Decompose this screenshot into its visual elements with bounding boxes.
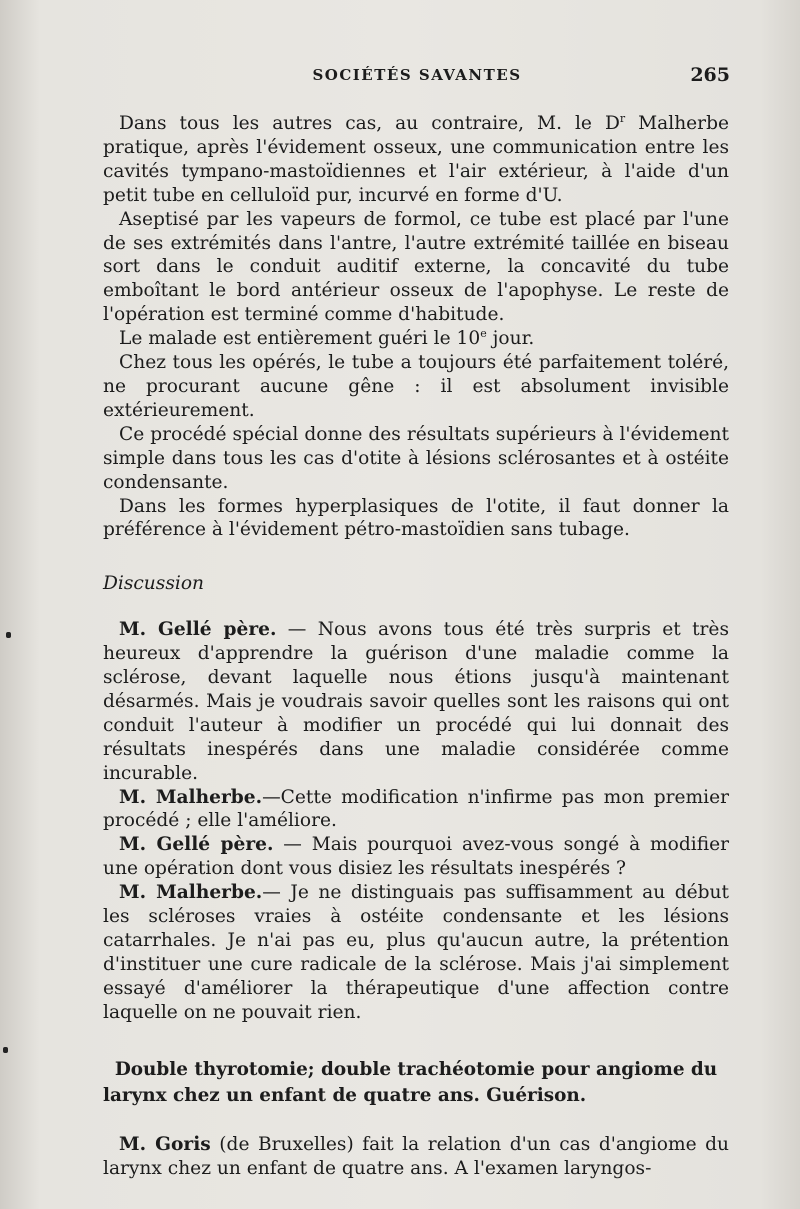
discussion-heading: Discussion [103,573,204,595]
discussion-paragraph: M. Gellé père. — Nous avons tous été très surpris et très heureux d'apprendre la guérison d'une maladie comme la sclérose, devant laquelle nous étions jusqu'à maintenant désarmés. Mais je voudrais savoir quelles sont les raisons qui ont conduit l'auteur à modifier un procédé qui lui donnait des résultats inespérés dans une maladie considérée comme incurable. [103,619,729,784]
paragraph: Dans tous les autres cas, au contraire, M. le $D^r$ Malherbe pratique, après l'évidement osseux, une communication entre les cavités tympano-mastoïdiennes et l'air extérieur, à l'aide d'un petit tube en celluloïd pur, incurvé en forme d'U. [103,111,729,206]
body-text [103,112,729,1180]
running-title: SOCIÉTÉS SAVANTES [312,66,522,84]
margin-mark [6,632,11,638]
discussion-paragraph: M. Malherbe.—Cette modification n'infirme pas mon premier procédé ; elle l'améliore. [103,786,729,832]
discussion-paragraph: M. Gellé père. — Mais pourquoi avez-vous songé à modifier une opération dont vous disiez les résultats inespérés ? [103,834,729,880]
section-title: Double thyrotomie; double trachéotomie pour angiome du larynx chez un enfant de quatre ans. Guérison. [103,1058,718,1106]
page-header [104,66,730,92]
paragraph: Aseptisé par les vapeurs de formol, ce tube est placé par l'une de ses extrémités dans l'antre, l'autre extrémité taillée en biseau sort dans le conduit auditif externe, la concavité du tube emboîtant le bord antérieur osseux de l'apophyse. Le reste de l'opération est terminé comme d'habitude. [103,208,729,326]
paragraph: Le malade est entièrement guéri le 10e jour. [119,326,535,350]
paragraph: Ce procédé spécial donne des résultats supérieurs à l'évidement simple dans tous les cas d'otite à lésions sclérosantes et à ostéite condensante. [103,423,729,493]
paragraph: M. Goris (de Bruxelles) fait la relation d'un cas d'angiome du larynx chez un enfant de quatre ans. A l'examen laryngos- [103,1133,729,1179]
discussion-paragraph: M. Malherbe.— Je ne distinguais pas suffisamment au début les scléroses vraies à ostéite condensante et les lésions catarrhales. Je n'ai pas eu, plus qu'aucun autre, la prétention d'instituer une cure radicale de la sclérose. Mais j'ai simplement essayé d'améliorer la thérapeutique d'une affection contre laquelle on ne pouvait rien. [103,882,729,1023]
margin-mark [3,1047,8,1053]
page-number: 265 [690,64,730,86]
paragraph: Dans les formes hyperplasiques de l'otite, il faut donner la préférence à l'évidement pétro-mastoïdien sans tubage. [103,495,729,541]
paragraph: Chez tous les opérés, le tube a toujours été parfaitement toléré, ne procurant aucune gêne : il est absolument invisible extérieurement. [103,352,729,421]
